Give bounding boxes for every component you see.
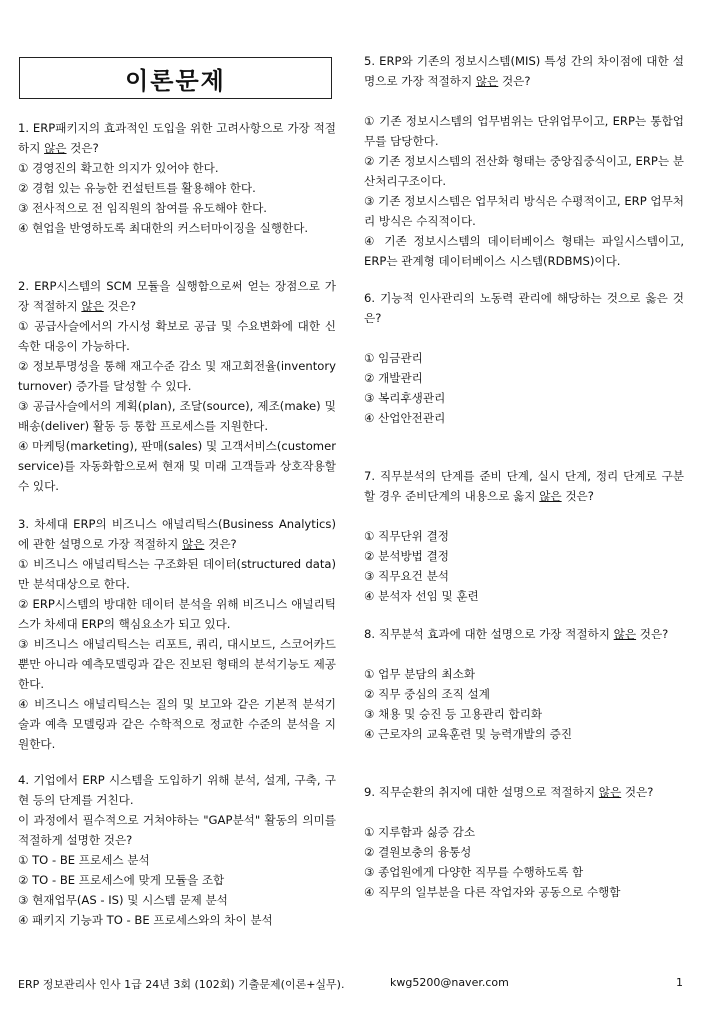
option: ③ 전사적으로 전 임직원의 참여를 유도해야 한다.: [18, 201, 267, 215]
negation-word: 않은: [598, 785, 622, 799]
option: ② TO - BE 프로세스에 맞게 모듈을 조합: [18, 873, 225, 887]
question-6: [364, 288, 684, 428]
question-stem: 6. 기능적 인사관리의 노동력 관리에 해당하는 것으로 옳은 것은?: [364, 291, 684, 325]
negation-word: 않은: [81, 299, 104, 313]
option: ② 결원보충의 융통성: [364, 845, 472, 859]
option: ③ 직무요건 분석: [364, 569, 449, 583]
option: ① 공급사슬에서의 가시성 확보로 공급 및 수요변화에 대한 신속한 대응이 가능하다.: [18, 319, 336, 353]
option: ① 비즈니스 애널리틱스는 구조화된 데이터(structured data)만 분석대상으로 한다.: [18, 557, 336, 591]
negation-word: 않은: [613, 627, 637, 641]
option: ① 업무 분담의 최소화: [364, 667, 476, 681]
question-stem: 3. 차세대 ERP의 비즈니스 애널리틱스(Business Analytics)에 관한 설명으로 가장 적절하지 않은 것은?: [18, 517, 336, 551]
question-stem: 8. 직무분석 효과에 대한 설명으로 가장 적절하지 않은 것은?: [364, 627, 669, 641]
footer-email: kwg5200@naver.com: [390, 976, 509, 989]
option: ① TO - BE 프로세스 분석: [18, 853, 150, 867]
option: ④ 마케팅(marketing), 판매(sales) 및 고객서비스(customer service)를 자동화함으로써 현재 및 미래 고객들과 상호작용할 수 있다.: [18, 439, 336, 493]
option: ④ 근로자의 교육훈련 및 능력개발의 증진: [364, 727, 573, 741]
option: ② 기존 정보시스템의 전산화 형태는 중앙집중식이고, ERP는 분산처리구조이다.: [364, 154, 684, 188]
option: ① 기존 정보시스템의 업무범위는 단위업무이고, ERP는 통합업무를 담당한다.: [364, 114, 684, 148]
question-3: [18, 514, 336, 754]
footer-page-number: 1: [676, 976, 683, 989]
option: ① 직무단위 결정: [364, 529, 449, 543]
option: ④ 직무의 일부분을 다른 작업자와 공동으로 수행함: [364, 885, 621, 899]
question-8: [364, 624, 684, 744]
option: ④ 분석자 선임 및 훈련: [364, 589, 479, 603]
option: ① 임금관리: [364, 351, 423, 365]
option: ④ 현업을 반영하도록 최대한의 커스터마이징을 실행한다.: [18, 221, 309, 235]
question-1: [18, 118, 336, 238]
option: ② 개발관리: [364, 371, 423, 385]
question-2: [18, 276, 336, 496]
question-stem: 4. 기업에서 ERP 시스템을 도입하기 위해 분석, 설계, 구축, 구현 등의 단계를 거친다.: [18, 773, 336, 807]
question-7: [364, 466, 684, 606]
question-stem: 1. ERP패키지의 효과적인 도입을 위한 고려사항으로 가장 적절하지 않은 것은?: [18, 121, 336, 155]
option: ③ 복리후생관리: [364, 391, 446, 405]
section-title: 이론문제: [19, 57, 332, 99]
question-stem-extra: 이 과정에서 필수적으로 거쳐야하는 "GAP분석" 활동의 의미를 적절하게 설명한 것은?: [18, 813, 336, 847]
question-stem: 5. ERP와 기존의 정보시스템(MIS) 특성 간의 차이점에 대한 설명으로 가장 적절하지 않은 것은?: [364, 54, 684, 88]
option: ③ 공급사슬에서의 계획(plan), 조달(source), 제조(make) 및 배송(deliver) 활동 등 통합 프로세스를 지원한다.: [18, 399, 336, 433]
negation-word: 않은: [475, 74, 499, 88]
option: ② 경험 있는 유능한 컨설턴트를 활용해야 한다.: [18, 181, 256, 195]
option: ④ 산업안전관리: [364, 411, 446, 425]
option: ① 지루함과 싫증 감소: [364, 825, 476, 839]
option: ③ 현재업무(AS - IS) 및 시스템 문제 분석: [18, 893, 228, 907]
option: ④ 기존 정보시스템의 데이터베이스 형태는 파일시스템이고, ERP는 관계형 데이터베이스 시스템(RDBMS)이다.: [364, 234, 684, 268]
option: ③ 기존 정보시스템은 업무처리 방식은 수평적이고, ERP 업무처리 방식은 수직적이다.: [364, 194, 684, 228]
option: ③ 채용 및 승진 등 고용관리 합리화: [364, 707, 543, 721]
option: ① 경영진의 확고한 의지가 있어야 한다.: [18, 161, 219, 175]
question-stem: 7. 직무분석의 단계를 준비 단계, 실시 단계, 정리 단계로 구분할 경우 준비단계의 내용으로 옳지 않은 것은?: [364, 469, 684, 503]
negation-word: 않은: [539, 489, 562, 503]
negation-word: 않은: [182, 537, 205, 551]
option: ② ERP시스템의 방대한 데이터 분석을 위해 비즈니스 애널리틱스가 차세대 ERP의 핵심요소가 되고 있다.: [18, 597, 336, 631]
option: ② 정보투명성을 통해 재고수준 감소 및 재고회전율(inventory turnover) 증가를 달성할 수 있다.: [18, 359, 336, 393]
option: ③ 종업원에게 다양한 직무를 수행하도록 함: [364, 865, 584, 879]
question-5: [364, 51, 684, 271]
footer-document-title: ERP 정보관리사 인사 1급 24년 3회 (102회) 기출문제(이론+실무).: [18, 978, 345, 991]
option: ② 직무 중심의 조직 설계: [364, 687, 490, 701]
option: ④ 패키지 기능과 TO - BE 프로세스와의 차이 분석: [18, 913, 273, 927]
question-stem: 2. ERP시스템의 SCM 모듈을 실행함으로써 얻는 장점으로 가장 적절하지 않은 것은?: [18, 279, 336, 313]
question-stem: 9. 직무순환의 취지에 대한 설명으로 적절하지 않은 것은?: [364, 785, 654, 799]
question-4: [18, 770, 336, 930]
question-9: [364, 782, 684, 902]
option: ② 분석방법 결정: [364, 549, 449, 563]
negation-word: 않은: [44, 141, 67, 155]
option: ④ 비즈니스 애널리틱스는 질의 및 보고와 같은 기본적 분석기술과 예측 모델링과 같은 수학적으로 정교한 수준의 분석을 지원한다.: [18, 697, 336, 751]
option: ③ 비즈니스 애널리틱스는 리포트, 쿼리, 대시보드, 스코어카드뿐만 아니라 예측모델링과 같은 진보된 형태의 분석기능도 제공한다.: [18, 637, 336, 691]
